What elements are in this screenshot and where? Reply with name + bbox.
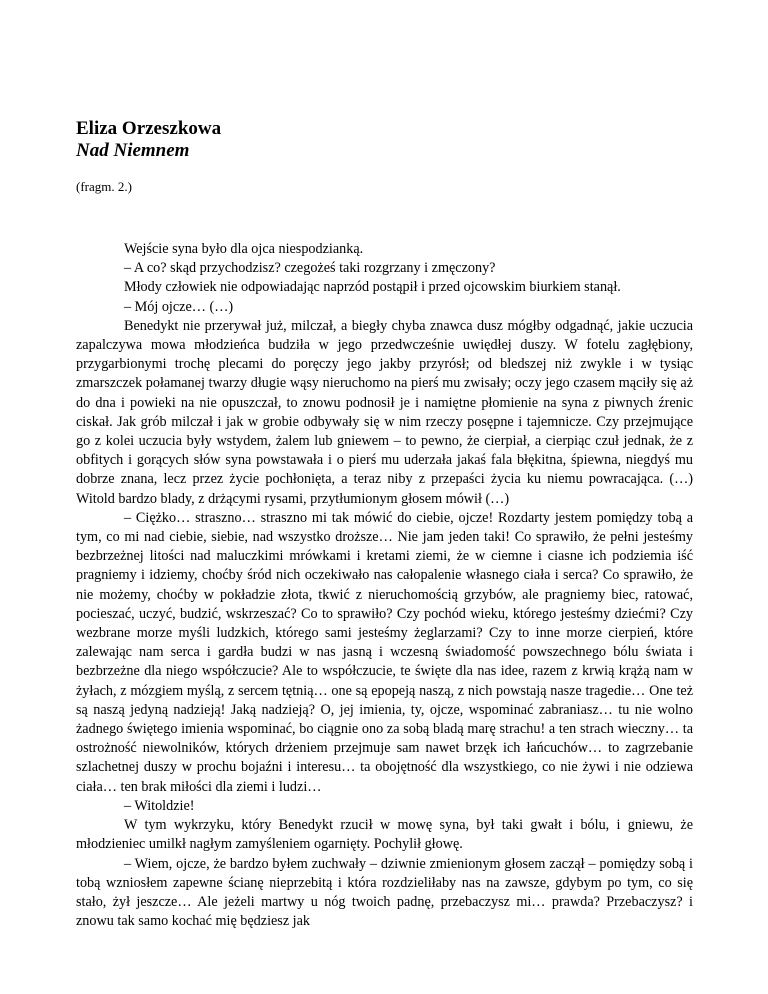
paragraph: Benedykt nie przerywał już, milczał, a biegły chyba znawca dusz mógłby odgadnąć, jakie uczucia zapalczywa mowa młodzieńca budziła w jego przedwcześnie uwiędłej duszy. W fotelu zagłębiony, przygarbionymi trochę plecami do poręczy jego jakby przyrósł; od bledszej niż zwykle i w tysiąc zmarszczek połamanej twarzy długie wąsy nieruchomo na pierś mu zwisały; oczy jego czasem mąciły się aż do dna i powieki na nie opuszczał, to znowu podnosił je i namiętne płomienie na syna z piwnych źrenic ciskał. Jak grób milczał i jak w grobie odbywały się w nim rzeczy posępne i tajemnicze. Czy przejmujące go z kolei uczucia były wstydem, żalem lub gniewem – to pewno, że cierpiał, a cierpiąc czuł jednak, że z obfitych i gorących słów syna powstawała i o pierś mu uderzała jakaś fala błękitna, śpiewna, niegdyś mu dobrze znana, lecz przez życie pochłonięta, a teraz niby z przepaści życia ku niemu powracająca. (…) Witold bardzo blady, z drżącymi rysami, przytłumionym głosem mówił (…) [76,317,693,507]
paragraph: Młody człowiek nie odpowiadając naprzód postąpił i przed ojcowskim biurkiem stanął. [124,279,621,296]
paragraph: – Mój ojcze… (…) [124,298,234,315]
paragraph: Wejście syna było dla ojca niespodzianką. [124,241,364,257]
fragment-label: (fragm. 2.) [76,179,132,194]
author-name: Eliza Orzeszkowa [76,118,222,139]
paragraph: – A co? skąd przychodzisz? czegożeś taki rozgrzany i zmęczony? [124,260,496,277]
paragraph: – Witoldzie! [124,797,195,814]
body-text [76,240,693,931]
paragraph: – Ciężko… straszno… straszno mi tak mówić do ciebie, ojcze! Rozdarty jestem pomiędzy tobą a tym, co mi nad ciebie, siebie, nad wszystko droższe… Nie jam jeden taki! Co sprawiło, że pełni jesteśmy bezbrzeżnej litości nad maluczkimi mrówkami i kretami ziemi, że w ciemne i ciasne ich podziemia iść pragniemy i idziemy, choćby śród nich oczekiwało nas całopalenie własnego ciała i serca? Co sprawiło, że nie możemy, choćby w pokładzie złota, tkwić z nieruchomością grzybów, ale pragniemy biec, ratować, pocieszać, uczyć, budzić, wskrzeszać? Co to sprawiło? Czy pochód wieku, którego jesteśmy dziećmi? Czy wezbrane morze myśli ludzkich, którego sami jesteśmy żeglarzami? Czy to inne morze cierpień, które zalewając nam serca i gardła budzi w nas jasną i wczesną świadomość powszechnego bólu świata i bezbrzeżne dla niego współczucie? Ale to współczucie, te święte dla nas idee, razem z krwią krążą nam w żyłach, z mózgiem myślą, z sercem tętnią… one są epopeją naszą, z nich powstają nasze tragedie… One też są naszą jedyną nadzieją! Jaką nadzieją? O, jej imienia, ty, ojcze, wspominać zabraniasz… tu nie wolno żadnego świętego imienia wspominać, bo ciągnie ono za sobą bladą marę strachu! a ten strach wieczny… ta ostrożność niewolników, których drżeniem przejmuje sam nawet brzęk ich łańcuchów… to zagrzebanie szlachetnej duszy w prochu bojaźni i interesu… ta obojętność dla wszystkiego, co nie żywi i nie odziewa ciała… ten brak miłości dla ziemi i ludzi… [76,509,693,795]
work-title: Nad Niemnem [76,140,190,161]
paragraph: W tym wykrzyku, który Benedykt rzucił w mowę syna, był taki gwałt i bólu, i gniewu, że młodzieniec umilkł nagłym zamyśleniem ogarnięty. Pochylił głowę. [76,817,693,853]
paragraph: – Wiem, ojcze, że bardzo byłem zuchwały – dziwnie zmienionym głosem zaczął – pomiędzy sobą i tobą wzniosłem zapewne ścianę nieprzebitą i która rozdzieliłaby nas na zawsze, gdybym po tym, co się stało, żył jeszcze… Ale jeżeli martwy u nóg twoich padnę, przebaczysz mi… prawda? Przebaczysz? i znowu tak samo kochać mię będziesz jak [76,855,693,930]
